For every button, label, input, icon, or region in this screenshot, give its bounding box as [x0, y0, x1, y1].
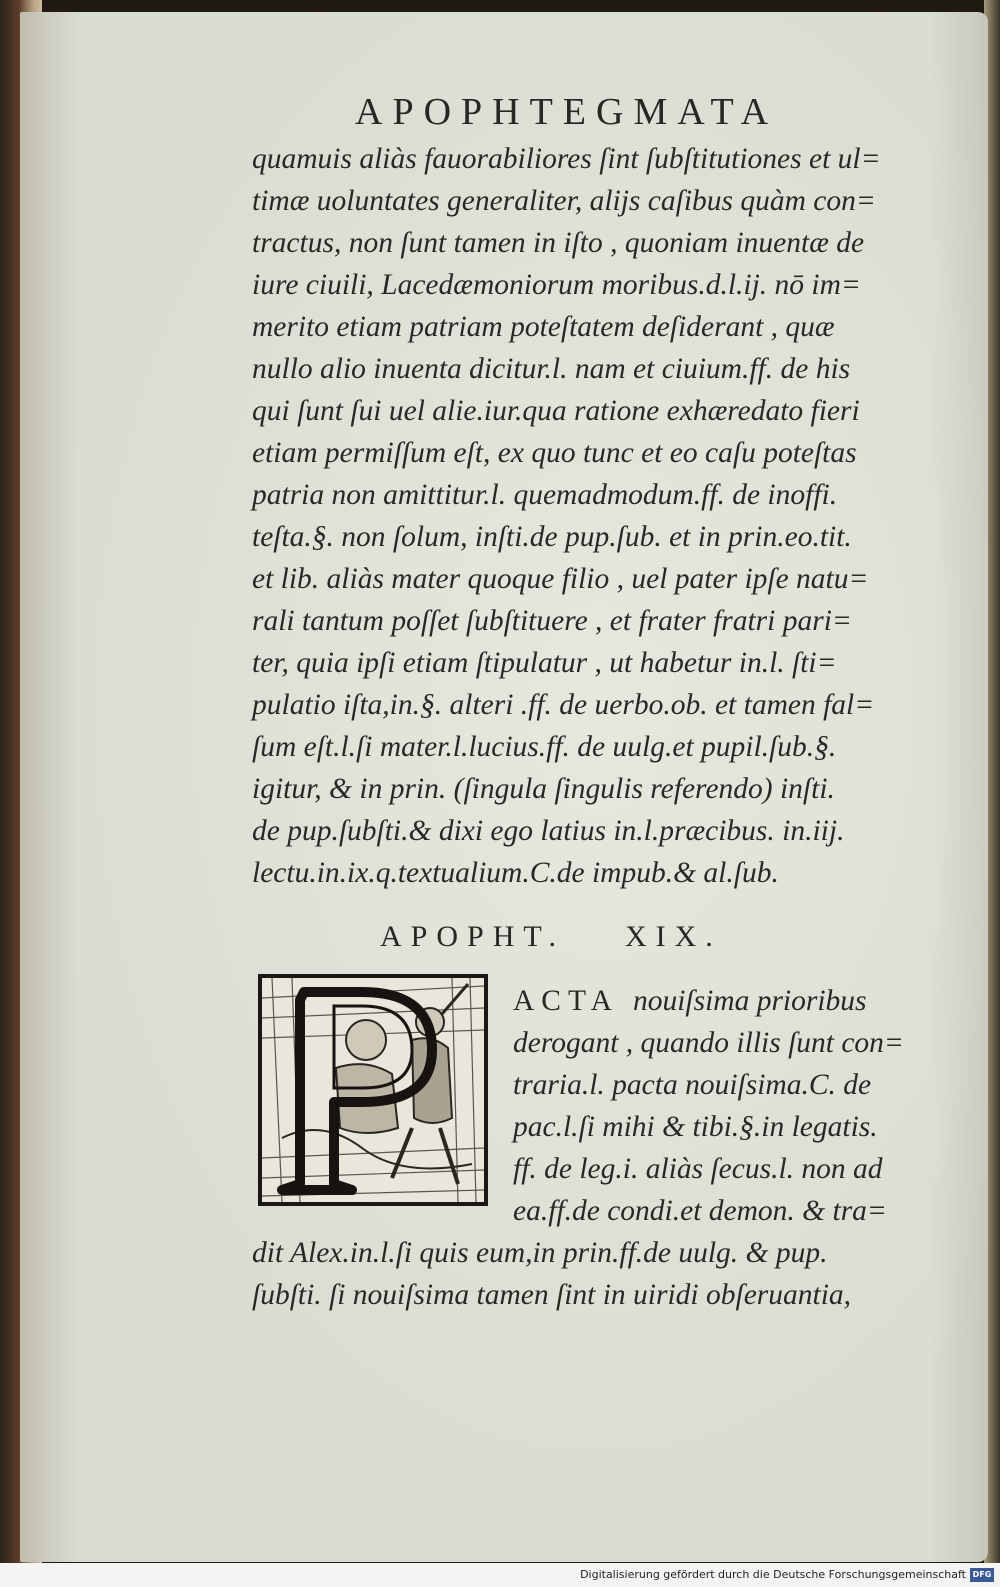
- text-line: [513, 980, 953, 1022]
- text-line: patria non amittitur.l. quemadmodum.ff. de inoffi.: [252, 479, 838, 511]
- text-line: rali tantum poſſet ſubſtituere , et frater fratri pari=: [252, 605, 852, 637]
- body-text: [252, 138, 962, 894]
- text-line: pac.l.ſi mihi & tibi.§.in legatis.: [513, 1111, 878, 1143]
- text-line: igitur, & in prin. (ſingula ſingulis referendo) inſti.: [252, 773, 835, 805]
- body-text-continued: [252, 1232, 962, 1316]
- text-line: qui ſunt ſui uel alie.iur.qua ratione exhæredato fieri: [252, 395, 860, 427]
- section-number: XIX.: [624, 920, 722, 953]
- woodcut-illustration-icon: [262, 978, 484, 1202]
- opening-capitals: ACTA: [513, 985, 619, 1017]
- book-page: [20, 12, 988, 1562]
- text-line: teſta.§. non ſolum, inſti.de pup.ſub. et in prin.eo.tit.: [252, 521, 852, 553]
- text-line: derogant , quando illis ſunt con=: [513, 1027, 904, 1059]
- running-head: APOPHTEGMATA: [355, 91, 779, 133]
- text-line: iure ciuili, Lacedæmoniorum moribus.d.l.ij. nō im=: [252, 269, 861, 301]
- section-heading: [380, 920, 860, 954]
- text-line: tractus, non ſunt tamen in iſto , quoniam inuentæ de: [252, 227, 865, 259]
- text-line: ſubſti. ſi nouiſsima tamen ſint in uiridi obſeruantia,: [252, 1279, 852, 1311]
- text-line: etiam permiſſum eſt, ex quo tunc et eo caſu poteſtas: [252, 437, 857, 469]
- text-line: merito etiam patriam poteſtatem deſiderant , quæ: [252, 311, 835, 343]
- text-line: ſum eſt.l.ſi mater.l.lucius.ff. de uulg.et pupil.ſub.§.: [252, 731, 837, 763]
- text-line: ea.ff.de condi.et demon. & tra=: [513, 1195, 887, 1227]
- text-fragment: nouiſsima prioribus: [632, 985, 867, 1017]
- text-line: quamuis aliàs fauorabiliores ſint ſubſtitutiones et ul=: [252, 143, 881, 175]
- text-line: nullo alio inuenta dicitur.l. nam et ciuium.ff. de his: [252, 353, 851, 385]
- drop-cap-text: [513, 980, 953, 1232]
- woodcut-initial: [258, 974, 488, 1206]
- text-line: ter, quia ipſi etiam ſtipulatur , ut habetur in.l. ſti=: [252, 647, 837, 679]
- text-line: pulatio iſta,in.§. alteri .ff. de uerbo.ob. et tamen fal=: [252, 689, 875, 721]
- text-line: traria.l. pacta nouiſsima.C. de: [513, 1069, 872, 1101]
- text-line: ff. de leg.i. aliàs ſecus.l. non ad: [513, 1153, 883, 1185]
- text-line: timæ uoluntates generaliter, alijs caſibus quàm con=: [252, 185, 876, 217]
- section-label: APOPHT.: [380, 920, 565, 953]
- text-line: et lib. aliàs mater quoque filio , uel pater ipſe natu=: [252, 563, 869, 595]
- text-line: dit Alex.in.l.ſi quis eum,in prin.ff.de uulg. & pup.: [252, 1237, 828, 1269]
- text-line: lectu.in.ix.q.textualium.C.de impub.& al.ſub.: [252, 857, 779, 889]
- svg-text:P: P: [373, 1090, 379, 1101]
- footer-credit: Digitalisierung gefördert durch die Deutsche Forschungsgemeinschaft: [580, 1568, 966, 1581]
- digitization-footer: [0, 1563, 1000, 1587]
- dfg-logo: DFG: [970, 1568, 994, 1582]
- text-line: de pup.ſubſti.& dixi ego latius in.l.præcibus. in.iij.: [252, 815, 845, 847]
